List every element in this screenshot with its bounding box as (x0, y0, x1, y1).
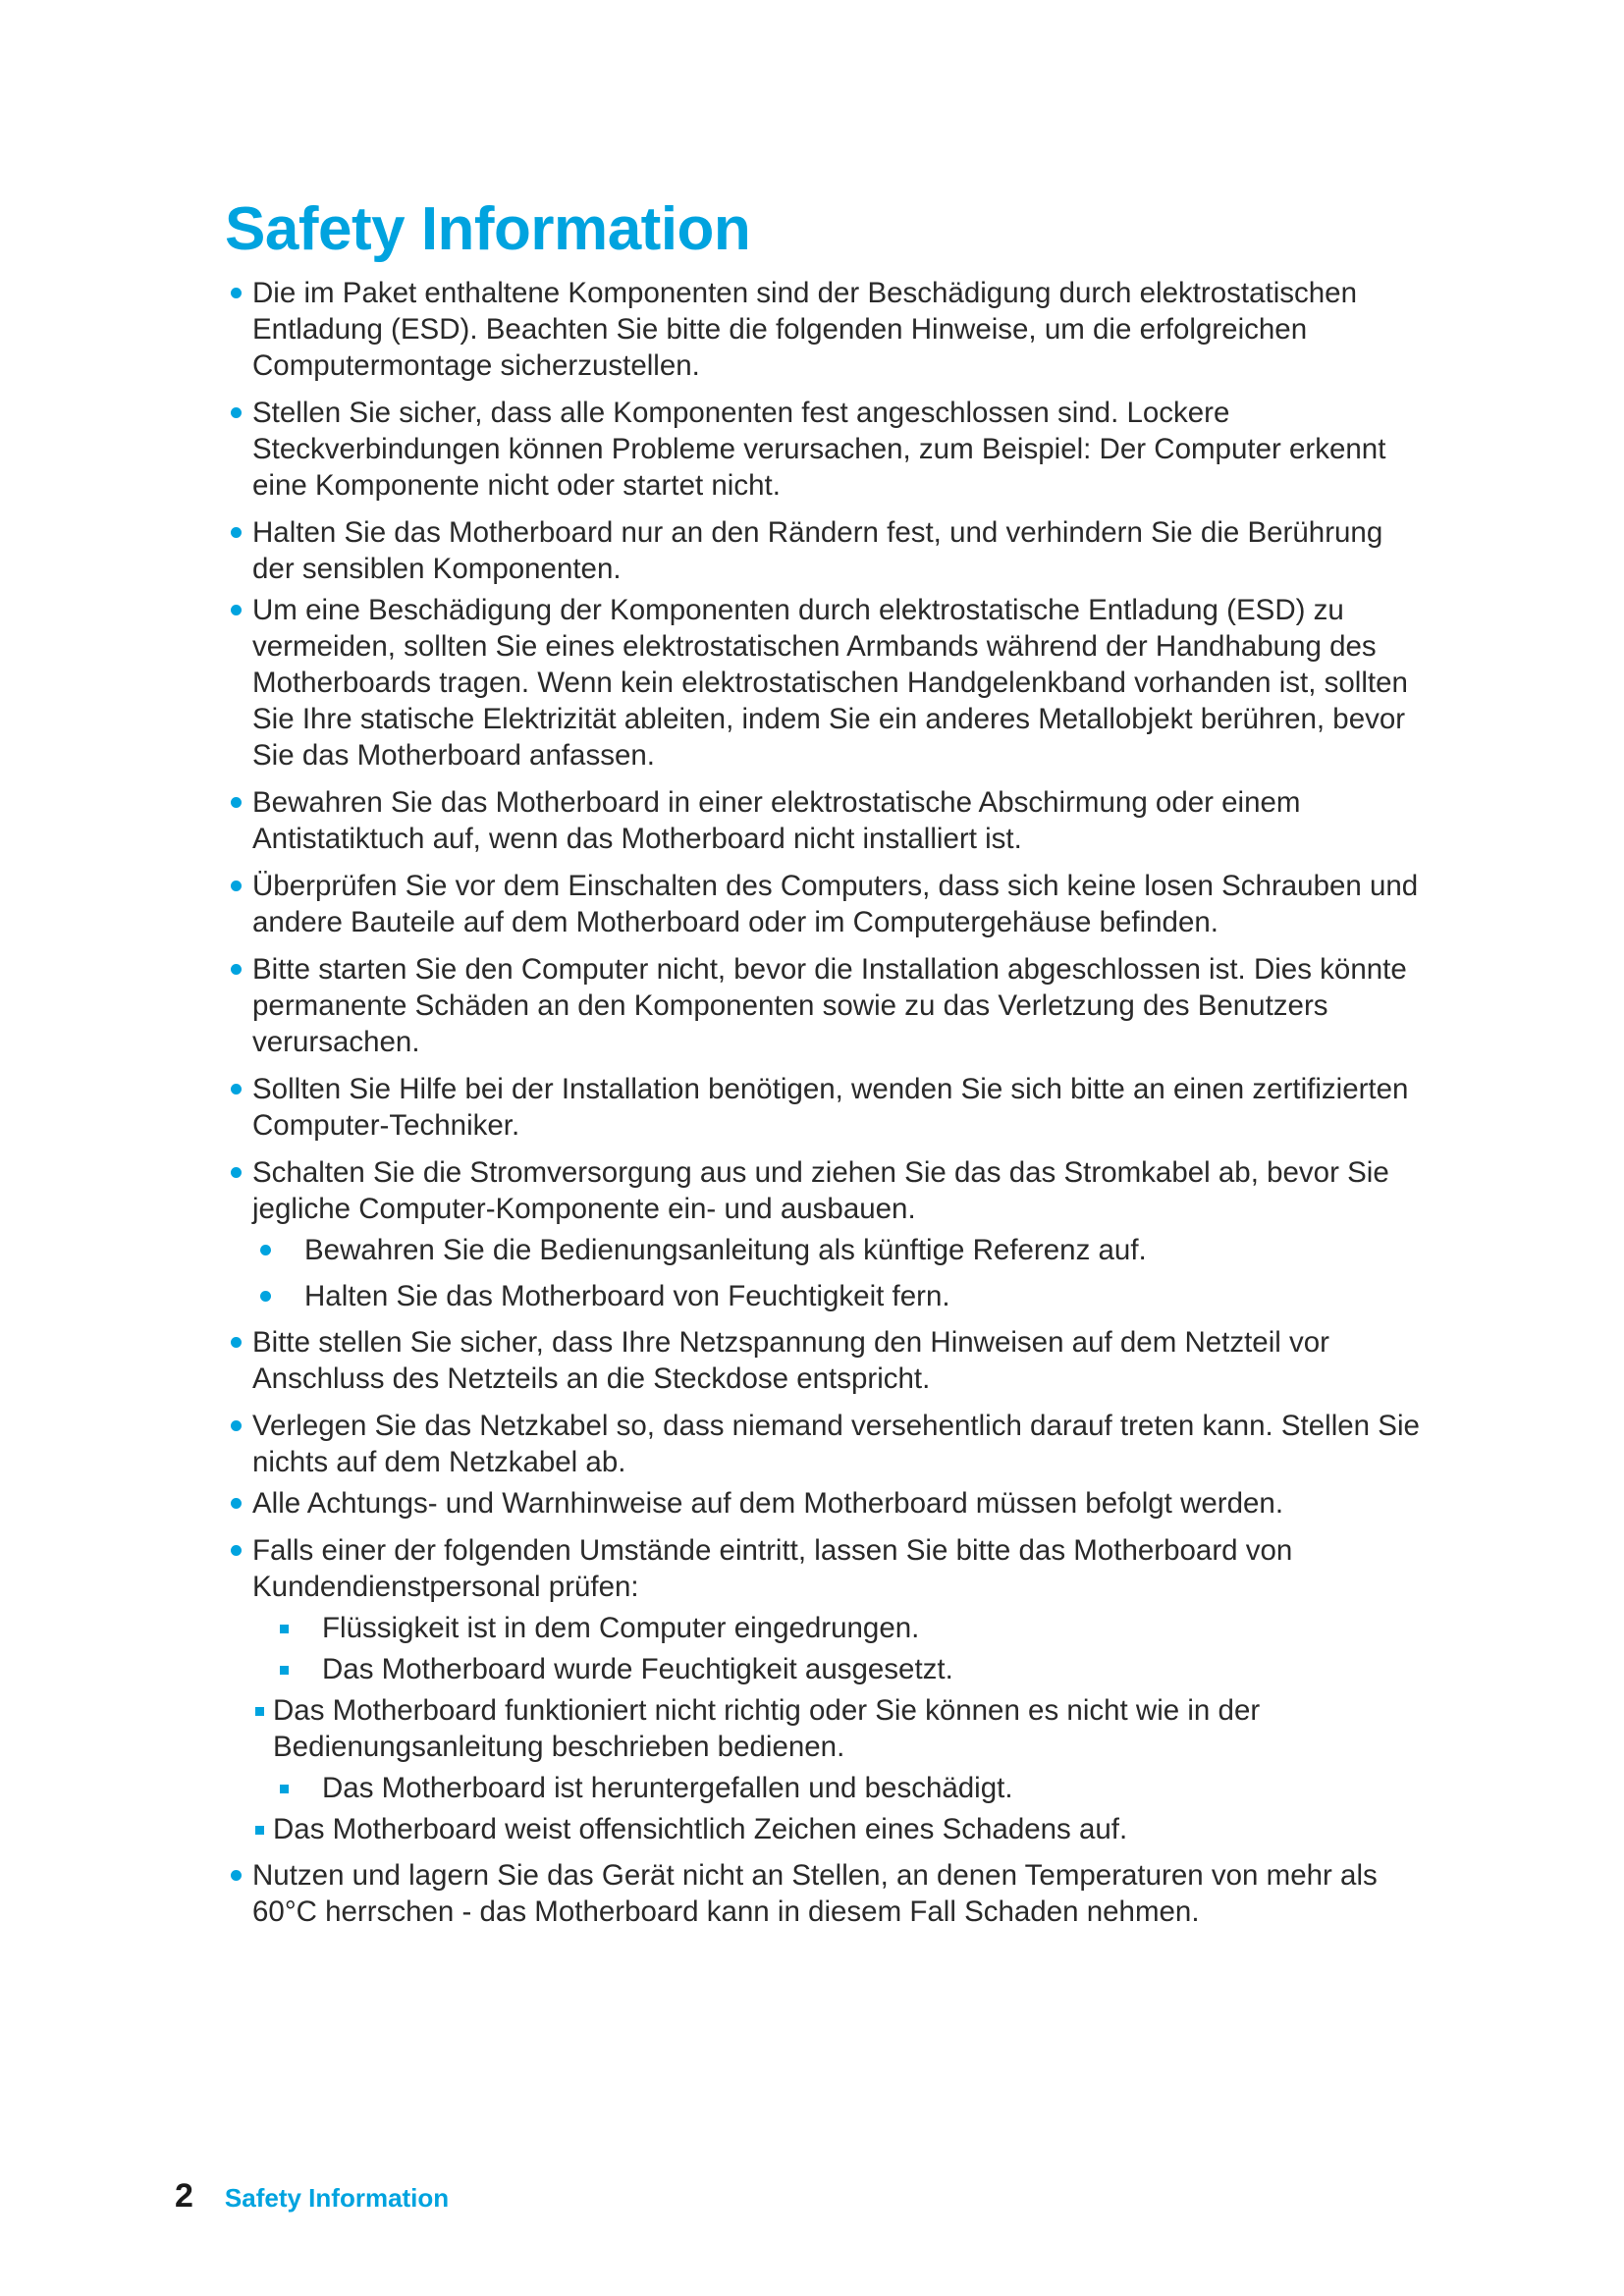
list-item (225, 951, 1423, 1060)
list-item (225, 592, 1423, 774)
bullet-icon (231, 407, 242, 418)
list-item-text: Sollten Sie Hilfe bei der Installation benötigen, wenden Sie sich bitte an einen zertifizierten Computer-Techniker. (252, 1073, 1409, 1142)
list-item (225, 514, 1423, 587)
list-item-text: Falls einer der folgenden Umstände eintritt, lassen Sie bitte das Motherboard von Kundendienstpersonal prüfen: (252, 1534, 1293, 1603)
list-item-text: Halten Sie das Motherboard nur an den Rändern fest, und verhindern Sie die Berührung der sensiblen Komponenten. (252, 516, 1383, 585)
square-bullet-icon (255, 1707, 264, 1716)
square-bullet-icon (280, 1785, 289, 1793)
list-item (225, 1532, 1423, 1605)
safety-content (225, 275, 1423, 1941)
sub-list-item-text: Das Motherboard funktioniert nicht richtig oder Sie können es nicht wie in der Bedienungsanleitung beschrieben bedienen. (273, 1694, 1261, 1763)
list-item (225, 784, 1423, 857)
bullet-icon (260, 1291, 271, 1302)
footer-section-title: Safety Information (224, 2183, 450, 2213)
list-item (225, 1071, 1423, 1144)
sub-list-item-text: Das Motherboard weist offensichtlich Zeichen eines Schadens auf. (273, 1813, 1128, 1845)
bullet-icon (231, 964, 242, 975)
page-footer (175, 2177, 449, 2216)
list-item (225, 1324, 1423, 1397)
list-item-text: Verlegen Sie das Netzkabel so, dass niemand versehentlich darauf treten kann. Stellen Sie nichts auf dem Netzkabel ab. (252, 1410, 1420, 1478)
sub-list-item-text: Flüssigkeit ist in dem Computer eingedrungen. (322, 1612, 920, 1644)
list-item-text: Alle Achtungs- und Warnhinweise auf dem Motherboard müssen befolgt werden. (252, 1487, 1284, 1520)
list-item-text: Schalten Sie die Stromversorgung aus und ziehen Sie das das Stromkabel ab, bevor Sie jegliche Computer-Komponente ein- und ausbauen. (252, 1156, 1389, 1225)
bullet-icon (231, 605, 242, 615)
list-item-text: Überprüfen Sie vor dem Einschalten des Computers, dass sich keine losen Schrauben und andere Bauteile auf dem Motherboard oder im Computergehäuse befinden. (252, 870, 1419, 938)
list-item-text: Nutzen und lagern Sie das Gerät nicht an Stellen, an denen Temperaturen von mehr als 60°C herrschen - das Motherboard kann in diesem Fall Schaden nehmen. (252, 1859, 1378, 1928)
sub-list-item (225, 1651, 1423, 1687)
list-item-text: Bitte starten Sie den Computer nicht, bevor die Installation abgeschlossen ist. Dies könnte permanente Schäden an den Komponenten sowie zu das Verletzung des Benutzers verursachen. (252, 953, 1407, 1058)
page-title: Safety Information (225, 195, 751, 263)
sub-list-item (225, 1811, 1423, 1847)
bullet-icon (231, 1337, 242, 1348)
bullet-icon (231, 1084, 242, 1095)
list-item (225, 1485, 1423, 1522)
list-item-text: Die im Paket enthaltene Komponenten sind der Beschädigung durch elektrostatischen Entladung (ESD). Beachten Sie bitte die folgenden Hinweise, um die erfolgreichen Computermontage sicherzustellen. (252, 277, 1357, 382)
list-item (225, 395, 1423, 504)
list-item-text: Bitte stellen Sie sicher, dass Ihre Netzspannung den Hinweisen auf dem Netzteil vor Anschluss des Netzteils an die Steckdose entspricht. (252, 1326, 1330, 1395)
sub-list-wrapper (225, 1610, 1423, 1847)
square-bullet-icon (280, 1666, 289, 1675)
sub-list-item-text: Das Motherboard ist heruntergefallen und beschädigt. (322, 1772, 1013, 1804)
safety-list (225, 275, 1423, 1605)
bullet-icon (231, 1870, 242, 1881)
safety-list-end (225, 1857, 1423, 1930)
list-item (225, 1408, 1423, 1480)
bullet-icon (231, 527, 242, 538)
list-item (225, 868, 1423, 940)
list-item-text: Bewahren Sie das Motherboard in einer elektrostatische Abschirmung oder einem Antistatiktuch auf, wenn das Motherboard nicht installiert ist. (252, 786, 1301, 855)
list-item (225, 275, 1423, 384)
bullet-icon (231, 288, 242, 298)
sub-list-item (225, 1770, 1423, 1806)
bullet-icon (231, 1167, 242, 1178)
sub-list (225, 1610, 1423, 1847)
list-item-text: Stellen Sie sicher, dass alle Komponenten fest angeschlossen sind. Lockere Steckverbindungen können Probleme verursachen, zum Beispiel: Der Computer erkennt eine Komponente nicht oder startet nicht. (252, 397, 1386, 502)
bullet-icon (231, 1420, 242, 1431)
square-bullet-icon (280, 1625, 289, 1633)
bullet-icon (231, 1545, 242, 1556)
bullet-icon (231, 881, 242, 891)
list-item-text: Um eine Beschädigung der Komponenten durch elektrostatische Entladung (ESD) zu vermeiden, sollten Sie eines elektrostatischen Armbands während der Handhabung des Motherboards tragen. Wenn kein elektrostatischen Handgelenkband vorhanden ist, sollten Sie Ihre statische Elektrizität ableiten, indem Sie ein anderes Metallobjekt berühren, bevor Sie das Motherboard anfassen. (252, 594, 1408, 772)
square-bullet-icon (255, 1826, 264, 1835)
list-item-text: Halten Sie das Motherboard von Feuchtigkeit fern. (304, 1280, 950, 1312)
bullet-icon (231, 797, 242, 808)
bullet-icon (231, 1498, 242, 1509)
page-number: 2 (175, 2177, 193, 2215)
sub-list-item (225, 1610, 1423, 1646)
list-item-indented (225, 1232, 1423, 1268)
sub-list-item-text: Das Motherboard wurde Feuchtigkeit ausgesetzt. (322, 1653, 953, 1685)
bullet-icon (260, 1245, 271, 1255)
list-item-indented (225, 1278, 1423, 1314)
list-item-text: Bewahren Sie die Bedienungsanleitung als künftige Referenz auf. (304, 1234, 1147, 1266)
list-item (225, 1154, 1423, 1227)
list-item (225, 1857, 1423, 1930)
sub-list-item (225, 1692, 1423, 1765)
